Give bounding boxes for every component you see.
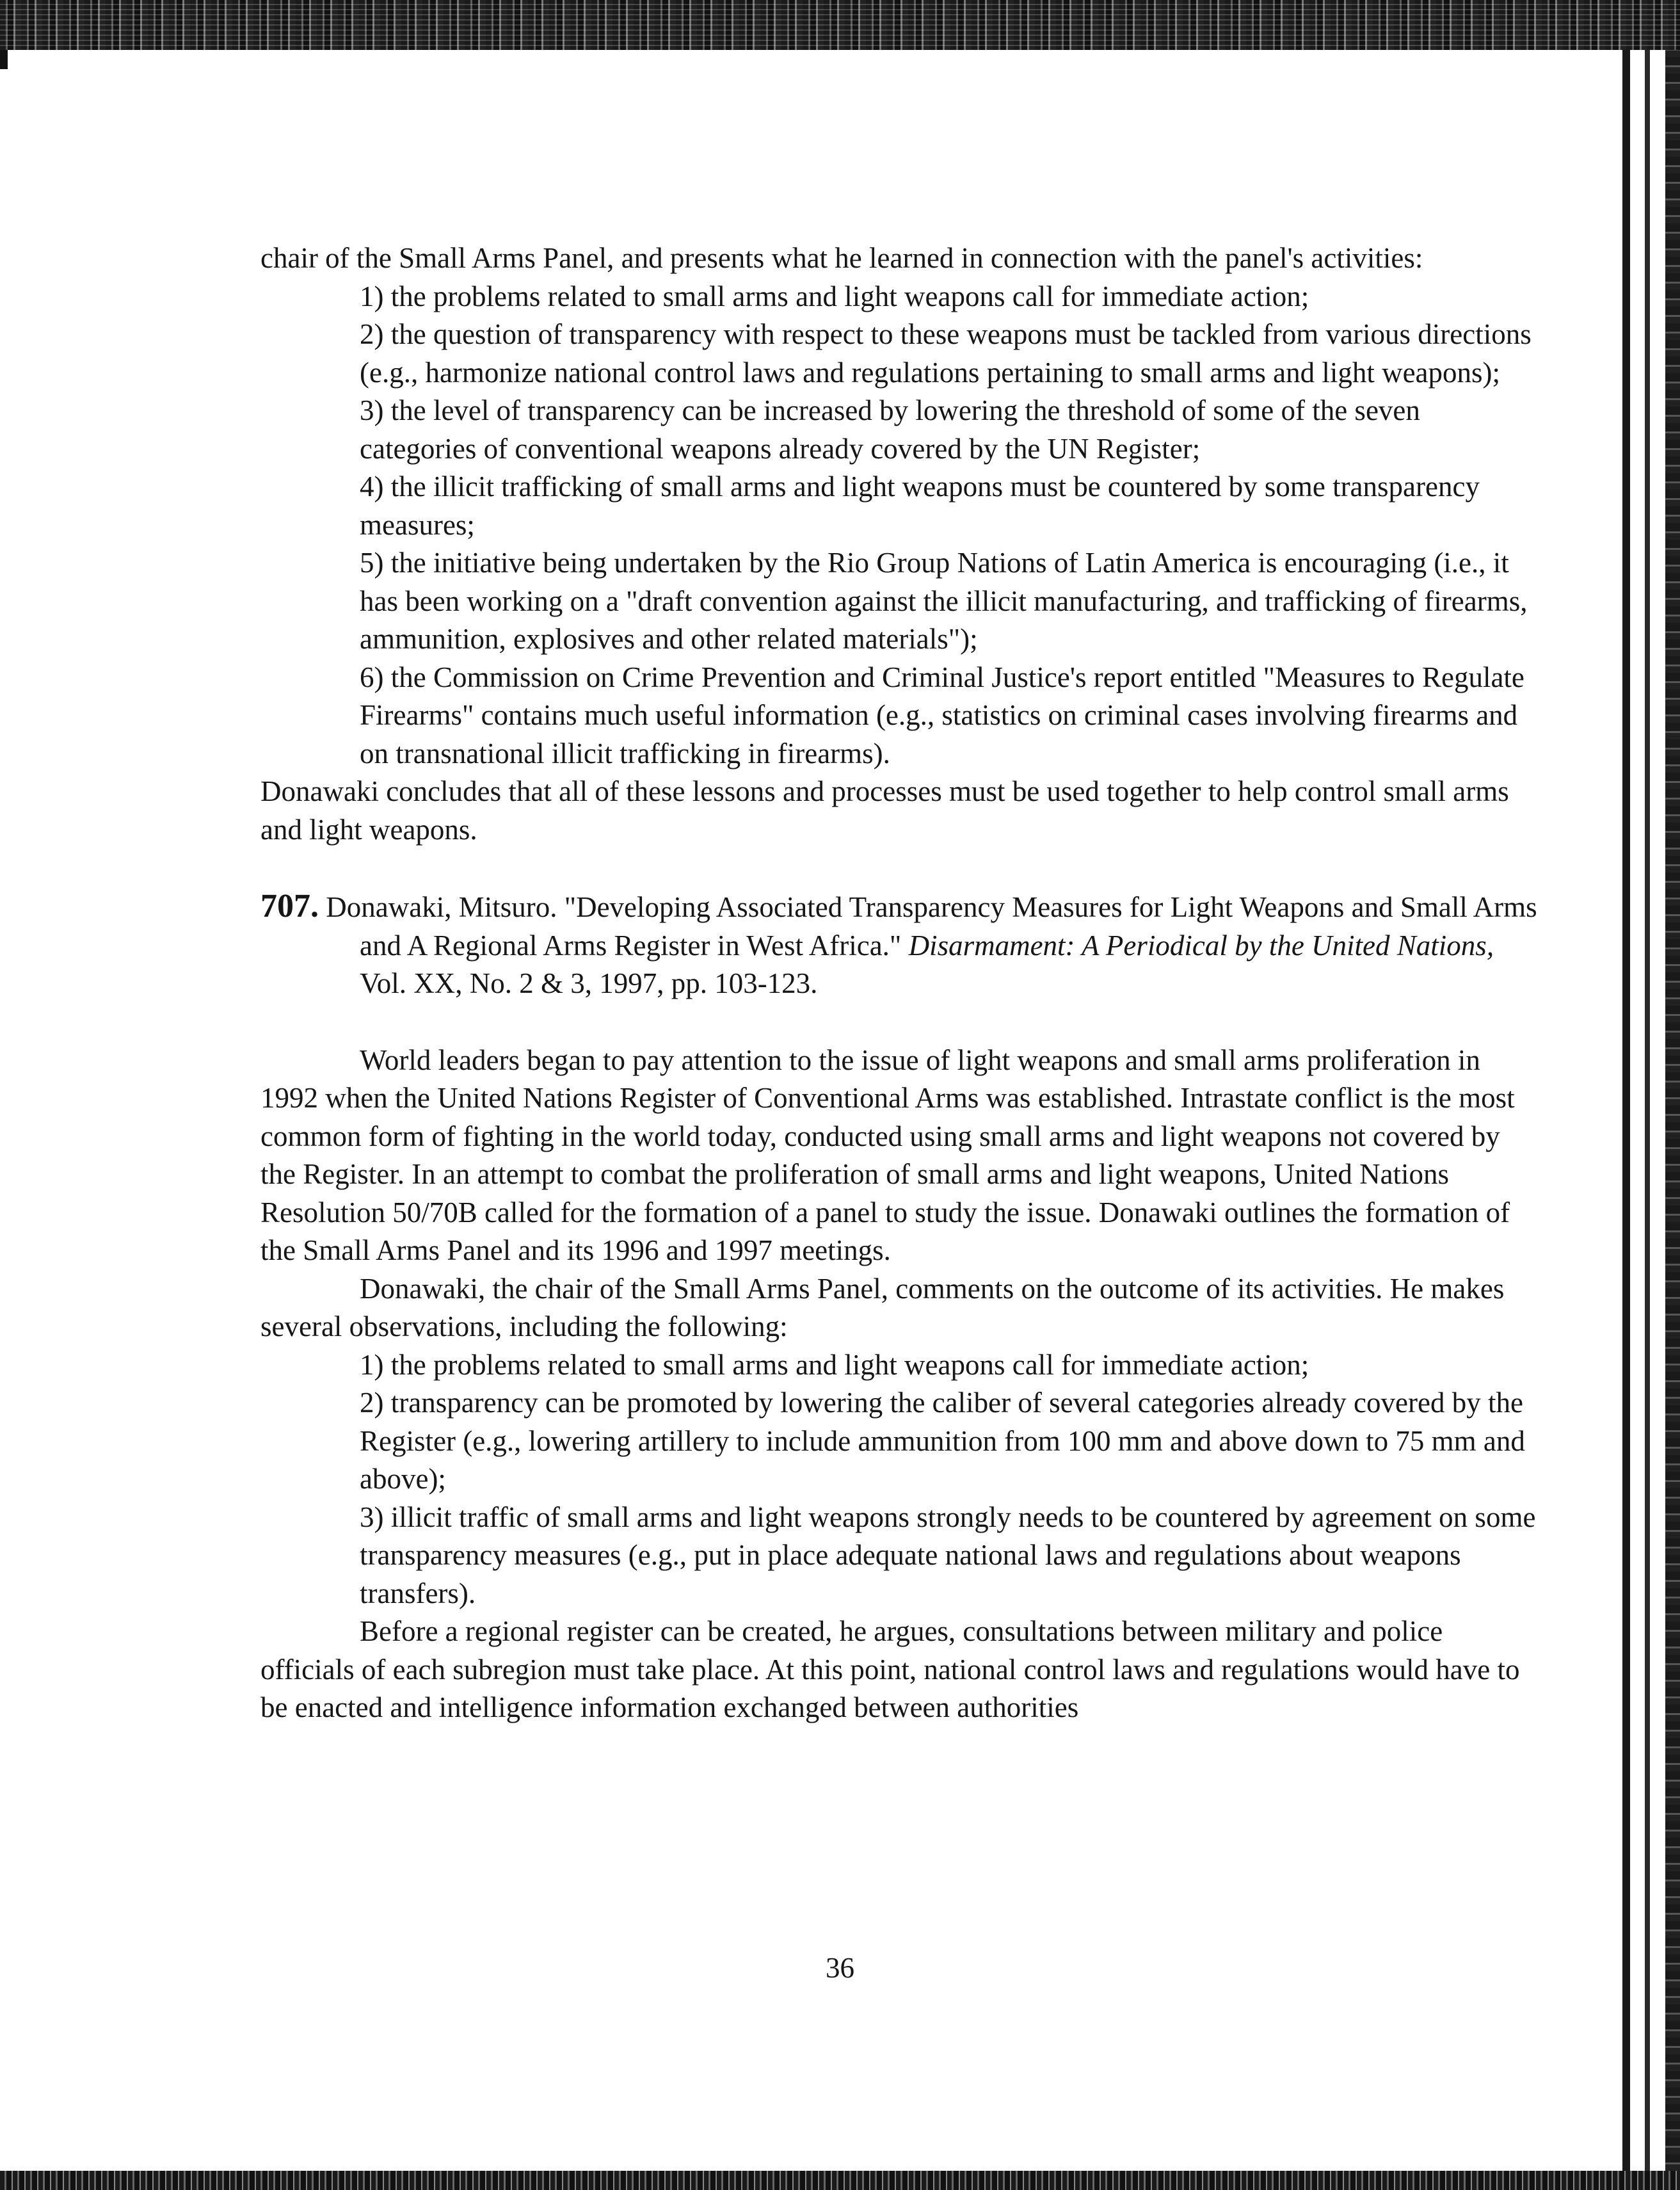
scan-right-line-2 — [1645, 50, 1650, 2171]
observations-list — [260, 1346, 1537, 1613]
scan-right-line-1 — [1622, 50, 1630, 2171]
continuation-item-3: 3) the level of transparency can be increased by lowering the threshold of some of the seven categories of conventional weapons already covered by the UN Register; — [360, 394, 1420, 465]
observation-item-2: 2) transparency can be promoted by lowering the caliber of several categories already covered by the Register (e.g., lowering artillery to include ammunition from 100 mm and above down to 75 mm and above); — [360, 1387, 1525, 1495]
abstract-paragraph-1: World leaders began to pay attention to the issue of light weapons and small arms proliferation in 1992 when the United Nations Register of Conventional Arms was established. Intrastate conflict is the most common form of fighting in the world today, conducted using small arms and light weapons not covered by the Register. In an attempt to combat the proliferation of small arms and light weapons, United Nations Resolution 50/70B called for the formation of a panel to study the issue. Donawaki outlines the formation of the Small Arms Panel and its 1996 and 1997 meetings. — [260, 1043, 1515, 1266]
continuation-list — [260, 278, 1537, 773]
entry-number: 707. — [260, 888, 319, 924]
continuation-item-5: 5) the initiative being undertaken by the Rio Group Nations of Latin America is encouraging (i.e., it has been working on a "draft convention against the illicit manufacturing, and trafficking of firearms, ammunition, explosives and other related materials"); — [360, 547, 1528, 655]
continuation-item-1: 1) the problems related to small arms and light weapons call for immediate action; — [360, 280, 1309, 312]
observation-item-3: 3) illicit traffic of small arms and light weapons strongly needs to be countered by agreement on some transparency measures (e.g., put in place adequate national laws and regulations about weapons transfers). — [360, 1501, 1536, 1609]
document-body — [260, 239, 1537, 1727]
section-gap — [260, 849, 1537, 887]
continuation-conclusion: Donawaki concludes that all of these lessons and processes must be used together to help control small arms and light weapons. — [260, 775, 1509, 846]
abstract-paragraph-3: Before a regional register can be created, he argues, consultations between military and police officials of each subregion must take place. At this point, national control laws and regulations would have to be enacted and intelligence information exchanged between authorities — [260, 1615, 1520, 1723]
page-number: 36 — [826, 1952, 854, 1984]
continuation-intro: chair of the Small Arms Panel, and presents what he learned in connection with the panel's activities: — [260, 242, 1423, 274]
continuation-item-2: 2) the question of transparency with respect to these weapons must be tackled from various directions (e.g., harmonize national control laws and regulations pertaining to small arms and light weapons); — [360, 318, 1532, 389]
scan-right-edge — [1613, 50, 1680, 2171]
observation-item-1: 1) the problems related to small arms and light weapons call for immediate action; — [360, 1348, 1309, 1381]
entry-citation-journal: Disarmament: A Periodical by the United Nations, — [908, 929, 1494, 962]
continuation-item-6: 6) the Commission on Crime Prevention and Criminal Justice's report entitled "Measures to Regulate Firearms" contains much useful information (e.g., statistics on criminal cases involving firearms and on transnational illicit trafficking in firearms). — [360, 661, 1524, 769]
entry-gap — [260, 1003, 1537, 1042]
scan-right-line-3 — [1665, 50, 1680, 2171]
entry-citation-details: Vol. XX, No. 2 & 3, 1997, pp. 103-123. — [360, 967, 818, 999]
scan-top-edge — [0, 0, 1680, 50]
continuation-item-4: 4) the illicit trafficking of small arms and light weapons must be countered by some transparency measures; — [360, 471, 1480, 541]
scan-corner-mark — [0, 50, 8, 69]
scan-bottom-edge — [0, 2171, 1680, 2190]
bibliography-entry — [260, 887, 1537, 1003]
entry-citation-main: Donawaki, Mitsuro. "Developing Associated Transparency Measures for Light Weapons and Small Arms and A Regional Arms Register in West Africa." — [326, 891, 1537, 962]
abstract-paragraph-2: Donawaki, the chair of the Small Arms Panel, comments on the outcome of its activities. He makes several observations, including the following: — [260, 1272, 1505, 1342]
